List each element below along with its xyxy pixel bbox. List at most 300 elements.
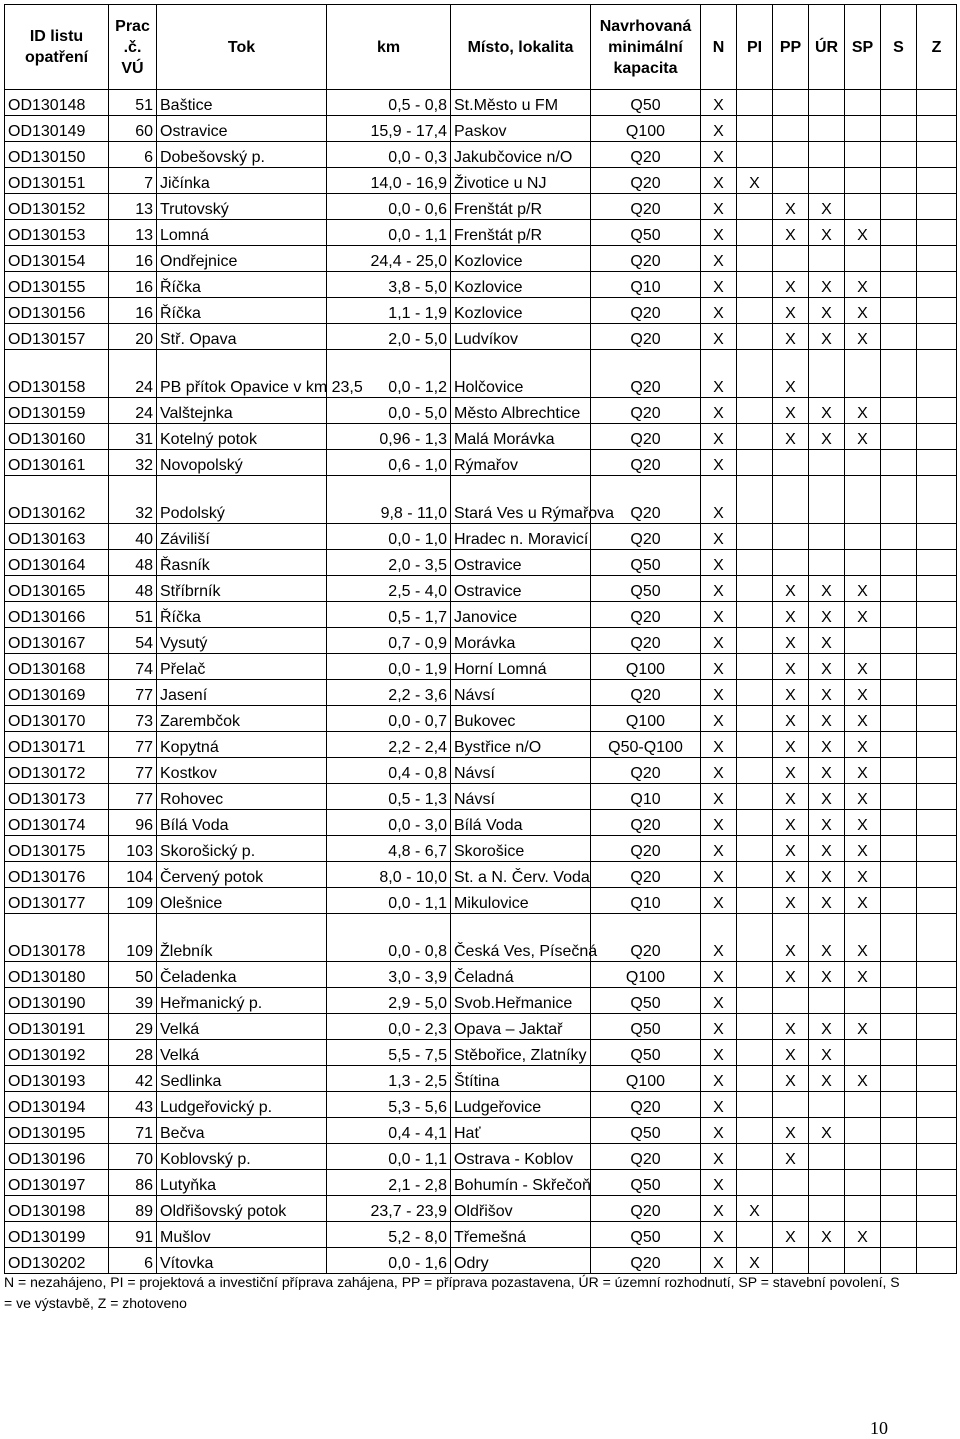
cell-status-ur: X [809,784,845,810]
cell-status-pi [737,962,773,988]
cell-misto: Bystřice n/O [451,732,591,758]
cell-km: 0,0 - 1,1 [327,1144,451,1170]
table-row [5,1066,957,1092]
cell-km: 0,0 - 1,2 [327,350,451,398]
cell-status-n: X [701,246,737,272]
cell-status-ur: X [809,602,845,628]
cell-status-n: X [701,220,737,246]
cell-status-pp: X [773,888,809,914]
cell-status-z [917,272,957,298]
table-row [5,116,957,142]
cell-prac: 32 [109,450,157,476]
cell-status-ur: X [809,1040,845,1066]
cell-tok: Říčka [157,272,327,298]
cell-status-pp [773,476,809,524]
cell-status-n: X [701,550,737,576]
cell-km: 0,4 - 0,8 [327,758,451,784]
cell-km: 0,0 - 1,1 [327,888,451,914]
cell-km: 0,0 - 1,6 [327,1248,451,1274]
table-row [5,988,957,1014]
cell-status-pp: X [773,1066,809,1092]
cell-km: 24,4 - 25,0 [327,246,451,272]
cell-status-pp: X [773,758,809,784]
cell-prac: 77 [109,784,157,810]
cell-misto: Stará Ves u Rýmařova [451,476,591,524]
cell-kapacita: Q100 [591,116,701,142]
cell-status-pi [737,758,773,784]
cell-status-s [881,784,917,810]
cell-status-z [917,602,957,628]
cell-status-pp: X [773,784,809,810]
cell-misto: Odry [451,1248,591,1274]
cell-prac: 70 [109,1144,157,1170]
cell-status-s [881,602,917,628]
cell-kapacita: Q20 [591,398,701,424]
cell-prac: 6 [109,1248,157,1274]
cell-status-z [917,988,957,1014]
cell-status-n: X [701,194,737,220]
cell-tok: Vysutý [157,628,327,654]
cell-kapacita: Q100 [591,706,701,732]
cell-tok: Přelač [157,654,327,680]
cell-status-pi [737,1118,773,1144]
cell-status-n: X [701,962,737,988]
cell-status-n: X [701,1014,737,1040]
cell-prac: 51 [109,90,157,116]
header-prac: Prac .č. VÚ [109,5,157,90]
cell-km: 0,0 - 1,9 [327,654,451,680]
cell-status-z [917,524,957,550]
cell-status-sp [845,1040,881,1066]
cell-status-pp: X [773,914,809,962]
cell-misto: Rýmařov [451,450,591,476]
cell-id: OD130153 [5,220,109,246]
cell-tok: Kotelný potok [157,424,327,450]
cell-status-sp [845,168,881,194]
cell-status-sp [845,142,881,168]
cell-status-ur [809,988,845,1014]
cell-kapacita: Q50 [591,576,701,602]
cell-status-z [917,194,957,220]
cell-status-z [917,424,957,450]
cell-km: 2,1 - 2,8 [327,1170,451,1196]
cell-status-s [881,350,917,398]
cell-km: 4,8 - 6,7 [327,836,451,862]
cell-status-s [881,836,917,862]
cell-id: OD130156 [5,298,109,324]
cell-prac: 16 [109,298,157,324]
cell-id: OD130176 [5,862,109,888]
cell-misto: Oldřišov [451,1196,591,1222]
cell-status-pp: X [773,628,809,654]
cell-status-n: X [701,732,737,758]
cell-prac: 43 [109,1092,157,1118]
cell-tok: Stř. Opava [157,324,327,350]
cell-tok: Trutovský [157,194,327,220]
table-row [5,272,957,298]
cell-kapacita: Q100 [591,962,701,988]
cell-status-z [917,246,957,272]
cell-status-pi [737,1092,773,1118]
cell-km: 0,4 - 4,1 [327,1118,451,1144]
cell-misto: Hať [451,1118,591,1144]
cell-status-ur [809,524,845,550]
cell-misto: Kozlovice [451,246,591,272]
cell-status-sp: X [845,654,881,680]
cell-kapacita: Q50 [591,988,701,1014]
cell-status-pi [737,732,773,758]
cell-km: 0,96 - 1,3 [327,424,451,450]
cell-misto: Kozlovice [451,272,591,298]
cell-kapacita: Q20 [591,424,701,450]
cell-status-pp: X [773,194,809,220]
cell-status-z [917,90,957,116]
cell-status-ur [809,1092,845,1118]
table-row [5,168,957,194]
cell-status-ur: X [809,628,845,654]
cell-status-z [917,1248,957,1274]
cell-id: OD130173 [5,784,109,810]
cell-status-s [881,476,917,524]
cell-km: 0,0 - 0,8 [327,914,451,962]
cell-km: 2,0 - 5,0 [327,324,451,350]
cell-tok: Červený potok [157,862,327,888]
cell-misto: Ludvíkov [451,324,591,350]
cell-km: 3,0 - 3,9 [327,962,451,988]
cell-misto: Mikulovice [451,888,591,914]
table-row [5,1222,957,1248]
cell-status-pp [773,168,809,194]
cell-status-sp [845,1118,881,1144]
cell-status-pi [737,1040,773,1066]
table-row [5,862,957,888]
cell-prac: 54 [109,628,157,654]
table-row [5,962,957,988]
cell-tok: Skorošický p. [157,836,327,862]
cell-status-ur: X [809,810,845,836]
cell-status-s [881,1170,917,1196]
cell-prac: 74 [109,654,157,680]
cell-status-pi [737,550,773,576]
cell-tok: Řasník [157,550,327,576]
cell-status-ur [809,1144,845,1170]
cell-id: OD130152 [5,194,109,220]
cell-status-n: X [701,142,737,168]
table-row [5,1170,957,1196]
cell-status-pp [773,450,809,476]
cell-status-pp [773,142,809,168]
cell-status-s [881,1066,917,1092]
cell-status-n: X [701,810,737,836]
cell-km: 23,7 - 23,9 [327,1196,451,1222]
cell-status-pi [737,424,773,450]
cell-status-pp: X [773,706,809,732]
cell-km: 0,6 - 1,0 [327,450,451,476]
cell-prac: 91 [109,1222,157,1248]
cell-status-z [917,350,957,398]
cell-tok: Rohovec [157,784,327,810]
table-row [5,602,957,628]
cell-status-sp [845,988,881,1014]
cell-id: OD130161 [5,450,109,476]
cell-status-s [881,1118,917,1144]
legend-text: N = nezahájeno, PI = projektová a investiční příprava zahájena, PP = příprava pozastavena, ÚR = územní rozhodnutí, SP = stavební povolení, S = ve výstavbě, Z = zhotoveno [4,1274,900,1311]
table-row [5,142,957,168]
cell-status-n: X [701,1170,737,1196]
cell-id: OD130169 [5,680,109,706]
cell-km: 2,9 - 5,0 [327,988,451,1014]
cell-status-pi [737,246,773,272]
cell-id: OD130174 [5,810,109,836]
cell-status-sp [845,90,881,116]
cell-status-sp [845,1092,881,1118]
cell-kapacita: Q10 [591,888,701,914]
cell-status-pp [773,1196,809,1222]
cell-status-ur: X [809,680,845,706]
cell-status-z [917,576,957,602]
cell-tok: PB přítok Opavice v km 23,5 [157,350,327,398]
cell-status-sp: X [845,758,881,784]
table-row [5,1014,957,1040]
cell-id: OD130154 [5,246,109,272]
cell-tok: Velká [157,1040,327,1066]
cell-status-pp: X [773,324,809,350]
cell-status-ur [809,246,845,272]
cell-status-n: X [701,1092,737,1118]
table-row [5,424,957,450]
cell-status-z [917,758,957,784]
table-row [5,194,957,220]
cell-status-pi [737,350,773,398]
cell-status-pi [737,810,773,836]
cell-status-s [881,398,917,424]
table-row [5,450,957,476]
cell-status-s [881,194,917,220]
cell-kapacita: Q20 [591,628,701,654]
cell-status-pi [737,1222,773,1248]
cell-id: OD130172 [5,758,109,784]
cell-status-sp: X [845,836,881,862]
cell-kapacita: Q10 [591,784,701,810]
cell-status-z [917,628,957,654]
cell-status-n: X [701,1066,737,1092]
cell-kapacita: Q20 [591,168,701,194]
cell-tok: Jičínka [157,168,327,194]
cell-status-s [881,272,917,298]
cell-misto: Frenštát p/R [451,220,591,246]
header-sp: SP [845,5,881,90]
cell-prac: 28 [109,1040,157,1066]
cell-misto: Opava – Jaktař [451,1014,591,1040]
cell-kapacita: Q20 [591,680,701,706]
cell-kapacita: Q20 [591,350,701,398]
cell-id: OD130157 [5,324,109,350]
cell-km: 8,0 - 10,0 [327,862,451,888]
cell-status-z [917,220,957,246]
cell-prac: 109 [109,888,157,914]
cell-status-s [881,116,917,142]
cell-status-ur: X [809,654,845,680]
cell-prac: 40 [109,524,157,550]
cell-status-n: X [701,424,737,450]
cell-misto: St.Město u FM [451,90,591,116]
cell-status-z [917,810,957,836]
cell-status-ur [809,1196,845,1222]
header-row [5,5,957,90]
cell-status-pi [737,988,773,1014]
cell-status-z [917,324,957,350]
cell-prac: 77 [109,732,157,758]
cell-status-n: X [701,298,737,324]
cell-status-n: X [701,1118,737,1144]
cell-misto: Skorošice [451,836,591,862]
cell-status-sp: X [845,220,881,246]
cell-km: 2,2 - 3,6 [327,680,451,706]
cell-status-n: X [701,524,737,550]
cell-km: 2,5 - 4,0 [327,576,451,602]
table-row [5,550,957,576]
cell-status-sp: X [845,862,881,888]
cell-status-sp: X [845,680,881,706]
cell-misto: Horní Lomná [451,654,591,680]
table-row [5,1144,957,1170]
cell-status-pp: X [773,220,809,246]
cell-status-sp: X [845,962,881,988]
page-number: 10 [870,1418,888,1438]
table-row [5,628,957,654]
cell-tok: Ludgeřovický p. [157,1092,327,1118]
cell-id: OD130177 [5,888,109,914]
cell-tok: Podolský [157,476,327,524]
cell-prac: 89 [109,1196,157,1222]
cell-status-n: X [701,1144,737,1170]
table-row [5,732,957,758]
cell-status-s [881,298,917,324]
cell-id: OD130178 [5,914,109,962]
cell-status-sp: X [845,602,881,628]
cell-kapacita: Q100 [591,654,701,680]
cell-misto: Bílá Voda [451,810,591,836]
cell-status-pi [737,628,773,654]
table-row [5,298,957,324]
cell-misto: Hradec n. Moravicí [451,524,591,550]
cell-kapacita: Q50 [591,1170,701,1196]
cell-kapacita: Q50 [591,1040,701,1066]
cell-status-pp: X [773,1222,809,1248]
cell-tok: Heřmanický p. [157,988,327,1014]
cell-status-z [917,962,957,988]
cell-status-n: X [701,90,737,116]
cell-prac: 104 [109,862,157,888]
cell-status-z [917,836,957,862]
cell-tok: Mušlov [157,1222,327,1248]
cell-km: 15,9 - 17,4 [327,116,451,142]
cell-status-s [881,1144,917,1170]
cell-status-s [881,1092,917,1118]
cell-status-sp: X [845,784,881,810]
cell-status-ur [809,450,845,476]
cell-kapacita: Q20 [591,1092,701,1118]
cell-tok: Stříbrník [157,576,327,602]
cell-misto: Životice u NJ [451,168,591,194]
cell-tok: Oldřišovský potok [157,1196,327,1222]
table-row [5,1118,957,1144]
cell-km: 9,8 - 11,0 [327,476,451,524]
cell-status-z [917,168,957,194]
cell-status-pi [737,888,773,914]
cell-prac: 20 [109,324,157,350]
cell-status-sp: X [845,298,881,324]
table-row [5,1092,957,1118]
cell-status-sp: X [845,1014,881,1040]
cell-status-pp: X [773,398,809,424]
cell-tok: Olešnice [157,888,327,914]
header-kapacita: Navrhovaná minimální kapacita [591,5,701,90]
cell-id: OD130150 [5,142,109,168]
cell-km: 2,2 - 2,4 [327,732,451,758]
cell-status-z [917,654,957,680]
cell-tok: Kostkov [157,758,327,784]
cell-kapacita: Q20 [591,450,701,476]
cell-status-s [881,862,917,888]
cell-tok: Bečva [157,1118,327,1144]
cell-status-z [917,142,957,168]
cell-status-n: X [701,988,737,1014]
cell-misto: Čeladná [451,962,591,988]
cell-tok: Čeladenka [157,962,327,988]
cell-status-n: X [701,680,737,706]
cell-km: 1,1 - 1,9 [327,298,451,324]
cell-status-pp: X [773,602,809,628]
cell-status-s [881,680,917,706]
cell-status-pi: X [737,1248,773,1274]
cell-status-pi [737,914,773,962]
cell-kapacita: Q50 [591,1014,701,1040]
cell-status-ur [809,168,845,194]
cell-misto: Návsí [451,784,591,810]
cell-id: OD130170 [5,706,109,732]
cell-prac: 51 [109,602,157,628]
cell-status-ur: X [809,914,845,962]
cell-status-pi [737,194,773,220]
cell-kapacita: Q20 [591,476,701,524]
cell-status-z [917,398,957,424]
cell-status-s [881,914,917,962]
cell-prac: 6 [109,142,157,168]
cell-status-s [881,706,917,732]
cell-misto: Ostravice [451,576,591,602]
cell-km: 0,0 - 0,7 [327,706,451,732]
cell-status-z [917,116,957,142]
cell-tok: Kopytná [157,732,327,758]
cell-status-pi [737,298,773,324]
cell-id: OD130194 [5,1092,109,1118]
cell-status-z [917,550,957,576]
table-row [5,476,957,524]
cell-kapacita: Q20 [591,246,701,272]
table-row [5,246,957,272]
cell-status-pi [737,862,773,888]
cell-misto: Ostravice [451,550,591,576]
cell-status-pp: X [773,836,809,862]
table-row [5,914,957,962]
cell-status-ur: X [809,862,845,888]
cell-status-ur: X [809,576,845,602]
cell-status-sp: X [845,914,881,962]
cell-tok: Záviliší [157,524,327,550]
table-row [5,784,957,810]
cell-status-s [881,1222,917,1248]
